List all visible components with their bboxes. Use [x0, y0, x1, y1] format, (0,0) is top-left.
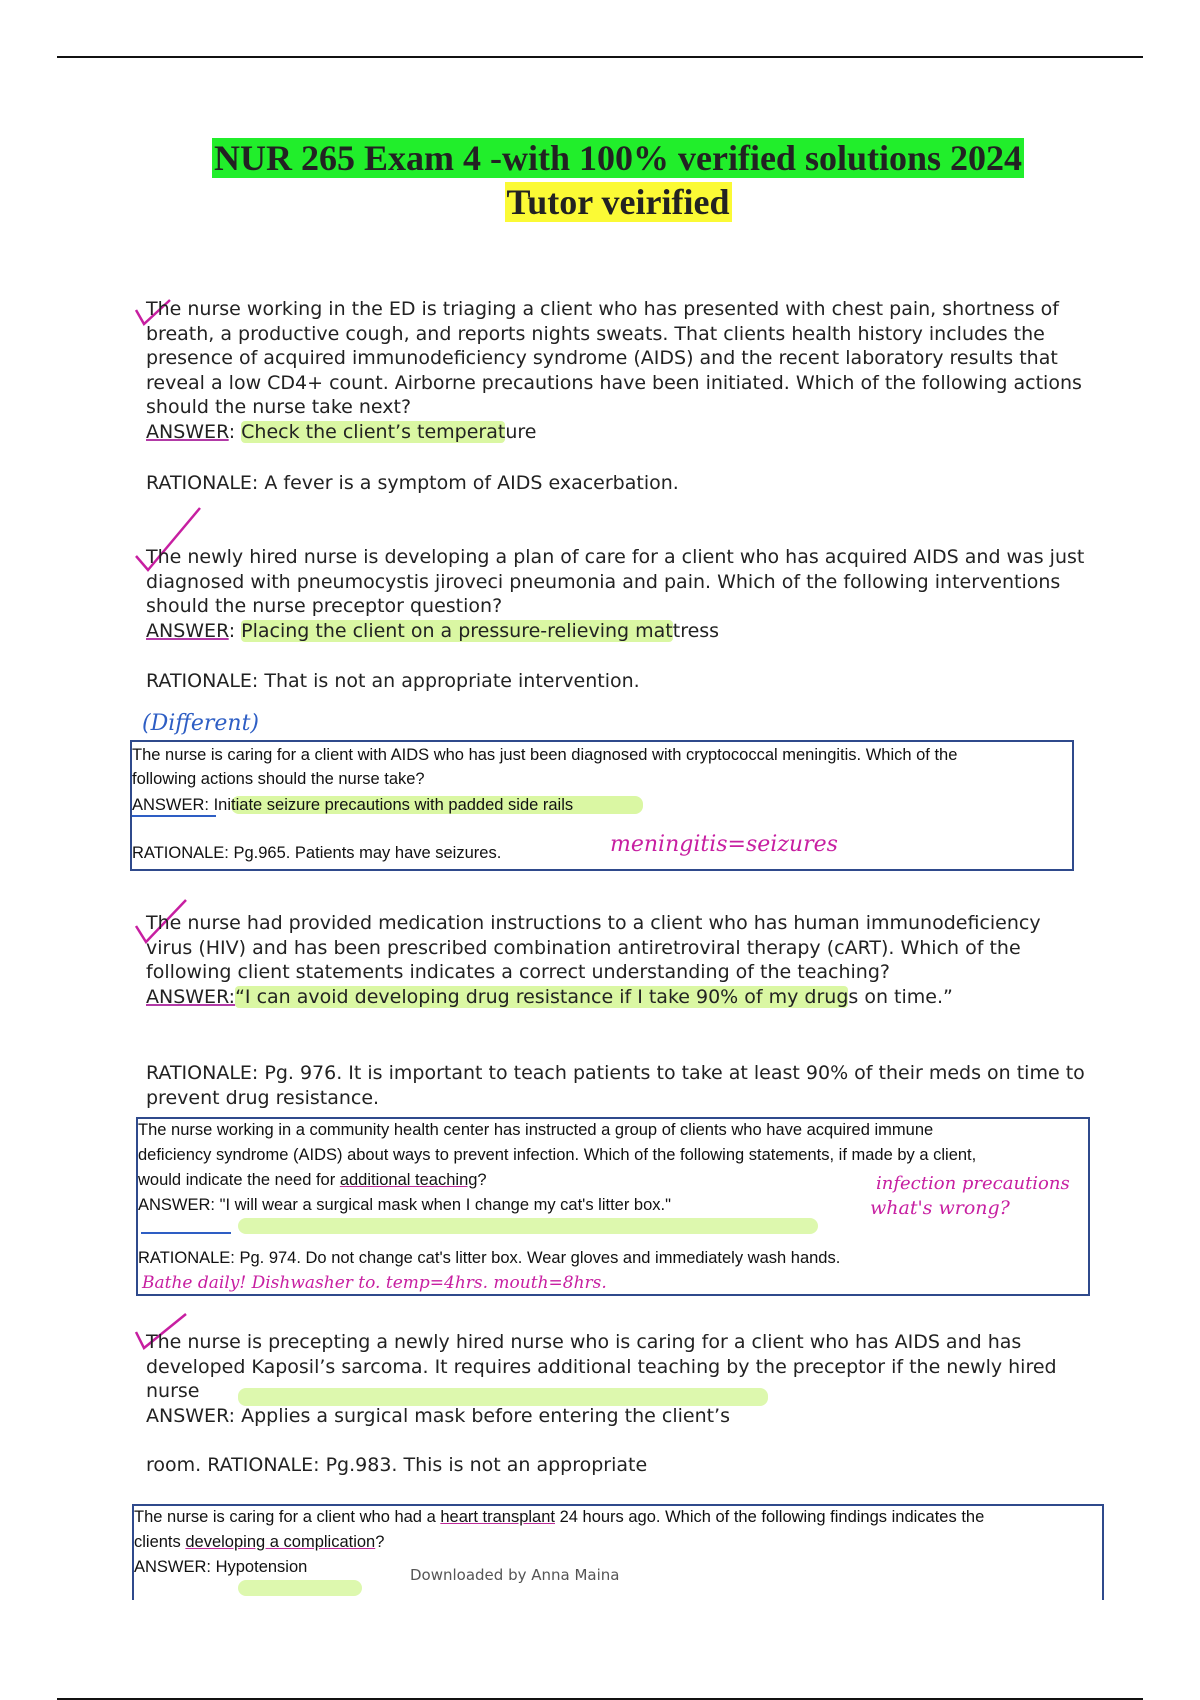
answer-highlight: Placing the client on a pressure-relieving mat [241, 619, 673, 642]
handwritten-note: Bathe daily! Dishwasher to. temp=4hrs. mouth=8hrs. [142, 1273, 607, 1293]
page-subtitle: Tutor veirified [506, 182, 730, 222]
question-4: The nurse had provided medication instructions to a client who has human immunodeficiency virus (HIV) and has been prescribed combination antiretroviral therapy (cART). Which of the following client statements indicates a correct understanding of the teaching? ANSWER:“I can avoid developing drug resistance if I take 90% of my drugs on time.” [146, 911, 1086, 1009]
rationale-3: RATIONALE: Pg.965. Patients may have seizures. [132, 844, 502, 862]
rationale-5: RATIONALE: Pg. 974. Do not change cat's litter box. Wear gloves and immediately wash hands. [138, 1249, 841, 1267]
page-title: NUR 265 Exam 4 -with 100% verified solutions 2024 [214, 138, 1022, 178]
answer-label: ANSWER [146, 619, 229, 642]
answer-highlight [238, 1218, 818, 1234]
handwritten-note: what's wrong? [870, 1197, 1010, 1219]
question-6 [146, 1330, 1086, 1428]
question-1: The nurse working in the ED is triaging a client who has presented with chest pain, shortness of breath, a productive cough, and reports nights sweats. That clients health history includes the presence of acquired immunodeficiency syndrome (AIDS) and the recent laboratory results that reveal a low CD4+ count. Airborne precautions have been initiated. Which of the following actions should the nurse take next? ANSWER: Check the client’s temperature [146, 297, 1086, 444]
question-2: The newly hired nurse is developing a plan of care for a client who has acquired AIDS and was just diagnosed with pneumocystis jiroveci pneumonia and pain. Which of the following interventions should the nurse preceptor question? ANSWER: Placing the client on a pressure-relieving mattress [146, 546, 1085, 642]
question-6-text: The nurse is precepting a newly hired nurse who is caring for a client who has AIDS and has developed Kaposil’s sarcoma. It requires additional teaching by the preceptor if the newly hired nurse [146, 1331, 1057, 1402]
question-2-text: The newly hired nurse is developing a plan of care for a client who has acquired AIDS and was just diagnosed with pneumocystis jiroveci pneumonia and pain. Which of the following interventions should the nurse preceptor question? [146, 546, 1085, 617]
question-1-text: The nurse working in the ED is triaging a client who has presented with chest pain, shortness of breath, a productive cough, and reports nights sweats. That clients health history includes the presence of acquired immunodeficiency syndrome (AIDS) and the recent laboratory results that reveal a low CD4+ count. Airborne precautions have been initiated. Which of the following actions should the nurse take next? [146, 298, 1082, 418]
handwritten-note: (Different) [142, 711, 259, 736]
rationale-4: RATIONALE: Pg. 976. It is important to teach patients to take at least 90% of their meds on time to prevent drug resistance. [146, 1062, 1085, 1109]
question-7-box: The nurse is caring for a client who had a heart transplant 24 hours ago. Which of the following findings indicates the clients developing a complication? ANSWER: Hypotension [132, 1504, 1104, 1600]
answer-underline [132, 815, 216, 817]
download-footer: Downloaded by Anna Maina [410, 1566, 620, 1584]
question-4-text: The nurse had provided medication instructions to a client who has human immunodeficiency virus (HIV) and has been prescribed combination antiretroviral therapy (cART). Which of the following client statements indicates a correct understanding of the teaching? [146, 912, 1041, 983]
answer-underline [141, 1232, 231, 1234]
rationale-1: RATIONALE: A fever is a symptom of AIDS exacerbation. [146, 472, 679, 494]
answer-label: ANSWER: [146, 985, 236, 1008]
answer-highlight: Check the client’s temperat [241, 420, 506, 443]
rationale-6: room. RATIONALE: Pg.983. This is not an appropriate [146, 1454, 648, 1476]
answer-highlight: “I can avoid developing drug resistance if I take 90% of my drug [235, 985, 849, 1008]
answer-6: ANSWER: Applies a surgical mask before entering the client’s [146, 1404, 730, 1427]
question-3-box: The nurse is caring for a client with AIDS who has just been diagnosed with cryptococcal meningitis. Which of the following actions should the nurse take? ANSWER: Initiate seizure precautions with padded side rails RATIONALE: Pg.965. Patients may have seizures. meningitis=seizures [130, 740, 1074, 871]
top-rule [57, 56, 1143, 58]
answer-label: ANSWER [146, 420, 229, 443]
handwritten-note: infection precautions [876, 1173, 1070, 1194]
answer-highlight [238, 1580, 362, 1596]
question-5-box: The nurse working in a community health center has instructed a group of clients who have acquired immune deficiency syndrome (AIDS) about ways to prevent infection. Which of the following statements, if made by a client, would indicate the need for additional teaching? ANSWER: "I will wear a surgical mask when I change my cat's litter box." RATIONALE: Pg. 974. Do not change cat's litter box. Wear gloves and immediately wash hands. Bathe daily! Dishwasher to. temp=4hrs. mouth=8hrs. infection precautions what's wrong? [136, 1117, 1090, 1296]
answer-highlight: tiate seizure precautions with padded side rails [231, 796, 643, 814]
handwritten-note: meningitis=seizures [610, 832, 838, 857]
rationale-2: RATIONALE: That is not an appropriate intervention. [146, 670, 640, 692]
